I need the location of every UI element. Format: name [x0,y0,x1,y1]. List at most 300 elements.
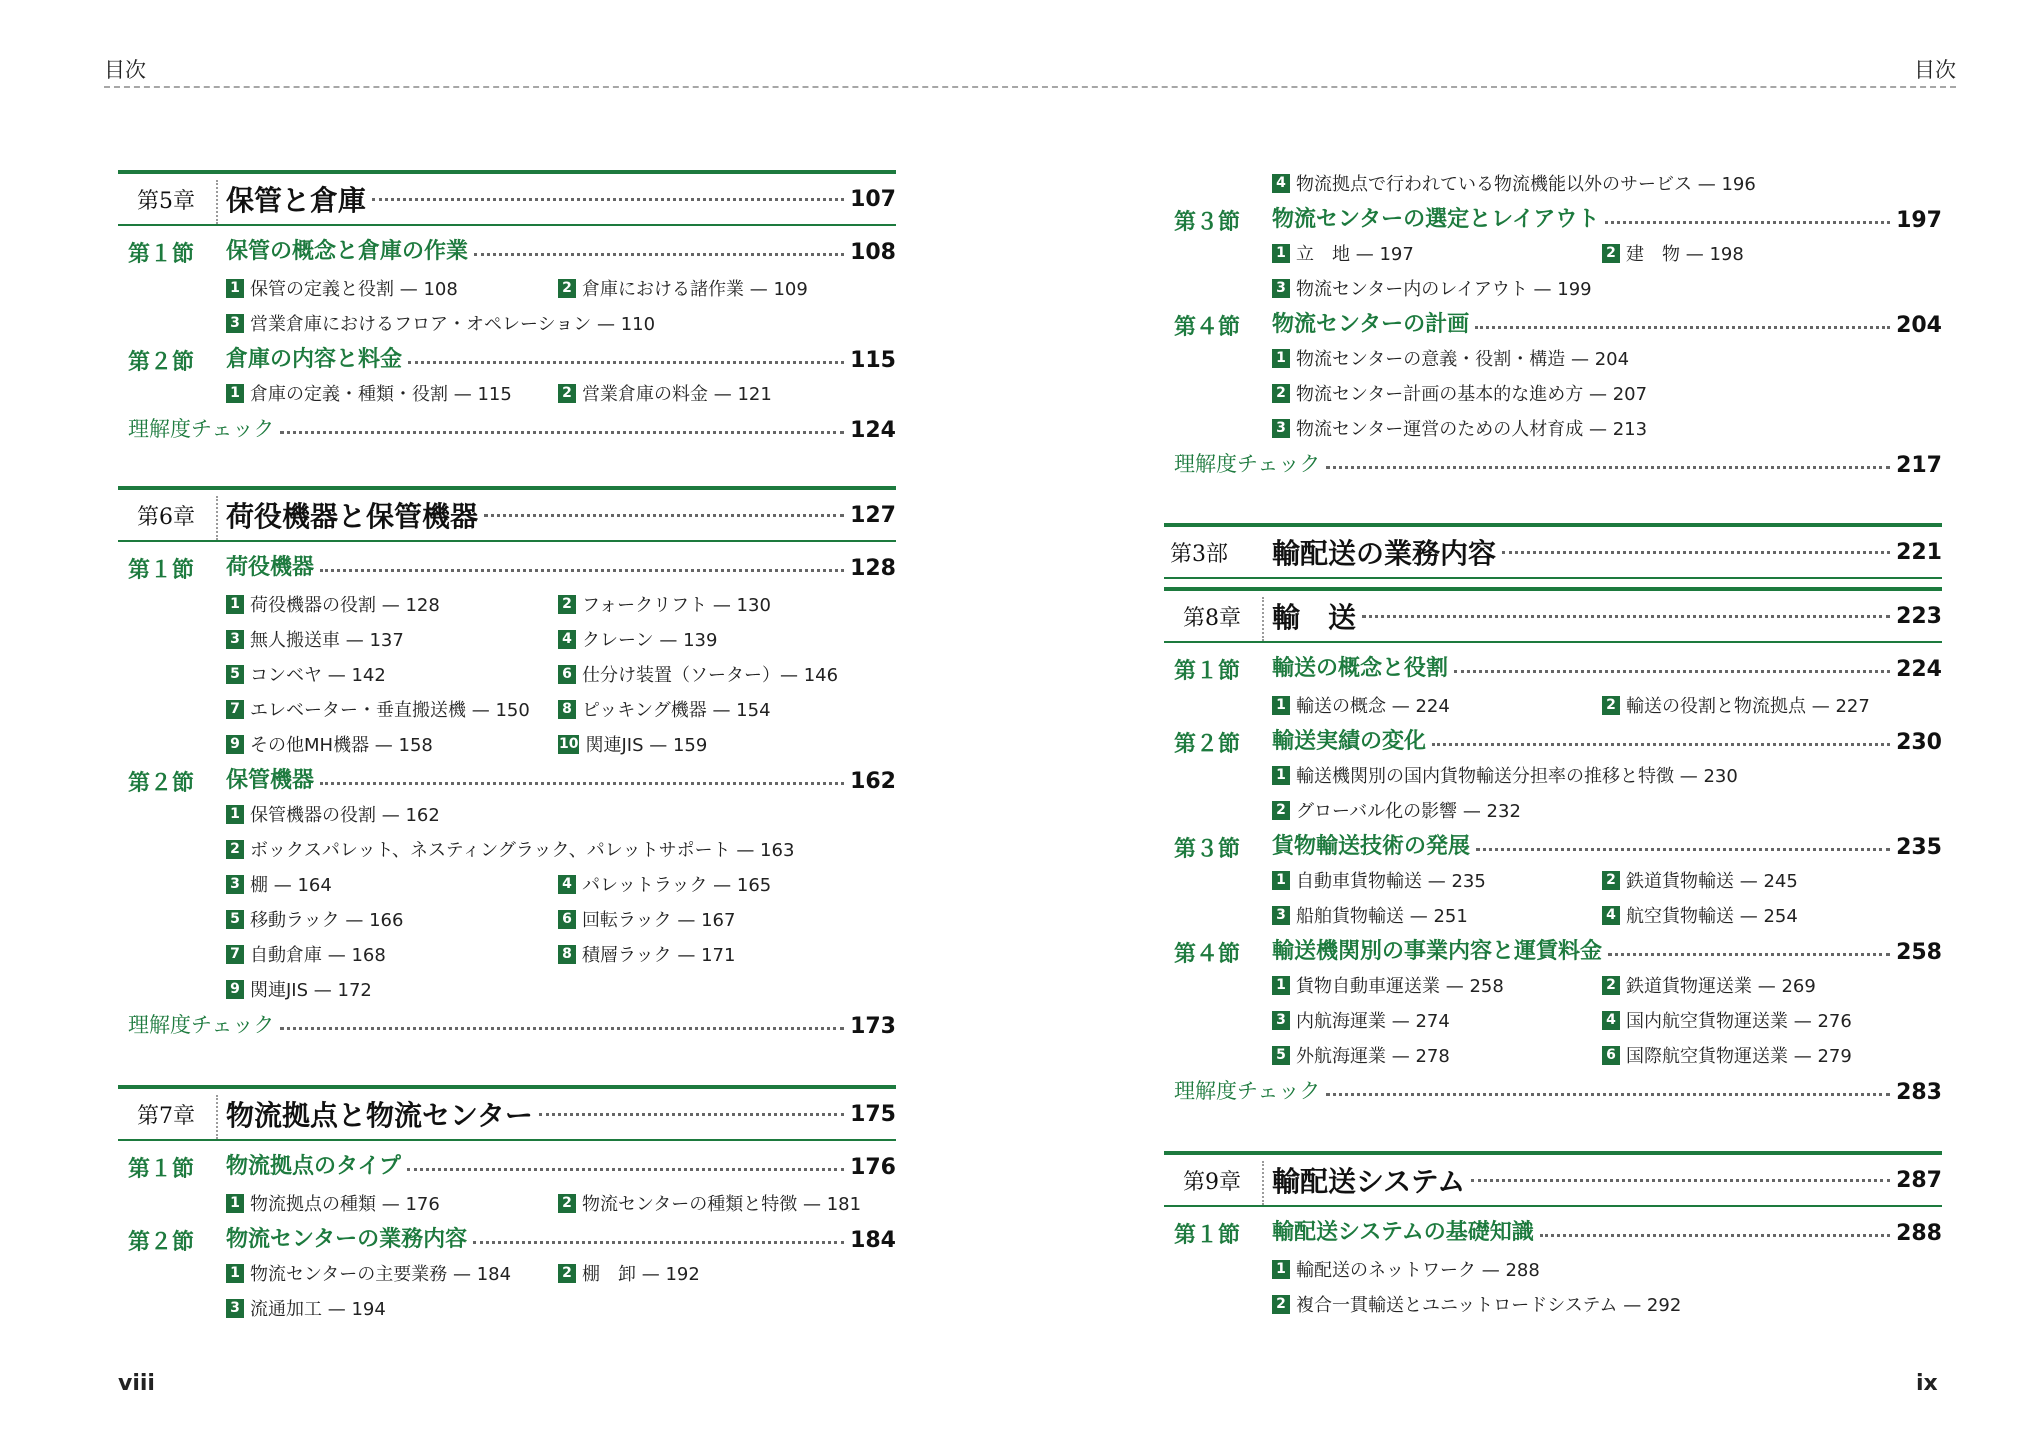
section-title: 荷役機器 [226,555,315,580]
subsection-row [1164,1287,1942,1317]
page-ref: 288 [1896,1221,1942,1246]
subsection-title: 国内航空貨物運送業 — 276 [1626,1011,1852,1032]
subsection-number-badge: 2 [1602,976,1620,995]
toc-leader [226,1225,896,1253]
page-ref: 235 [1896,835,1942,860]
subsection-title: 棚 — 164 [250,875,332,896]
subsection-row [118,376,896,406]
subsection-item[interactable] [226,731,433,757]
subsection-item[interactable] [1272,275,1592,301]
subsection-item[interactable] [1602,240,1744,266]
subsection-row [1164,1252,1942,1282]
subsection-item[interactable] [558,591,771,617]
subsection-title: 物流センター運営のための人材育成 — 213 [1296,419,1648,440]
subsection-item[interactable] [558,626,717,652]
subsection-row [1164,1038,1942,1068]
subsection-row [1164,341,1942,371]
subsection-number-badge: 8 [558,945,576,964]
subsection-number-badge: 4 [1602,1011,1620,1030]
subsection-number-badge: 2 [558,279,576,298]
subsection-row [1164,863,1942,893]
dot-leader [1432,743,1890,746]
subsection-item[interactable] [558,941,735,967]
subsection-number-badge: 2 [1602,696,1620,715]
section-label: 第２節 [128,771,195,796]
subsection-row [118,657,896,687]
chapter-heading[interactable] [118,170,896,226]
subsection-title: 船舶貨物輸送 — 251 [1296,906,1468,927]
subsection-item[interactable] [1272,797,1521,823]
toc-leader [128,415,896,443]
comprehension-check-entry[interactable] [1164,446,1942,480]
running-head-left: 目次 [104,58,146,82]
subsection-item[interactable] [1602,1007,1852,1033]
subsection-row [118,622,896,652]
subsection-row [1164,166,1942,196]
page-ref: 115 [850,348,896,373]
subsection-title: パレットラック — 165 [582,875,772,896]
section-entry[interactable] [118,1221,896,1255]
subsection-number-badge: 7 [226,700,244,719]
subsection-title: 仕分け装置（ソーター）— 146 [582,665,839,686]
subsection-number-badge: 1 [226,595,244,614]
subsection-item[interactable] [226,1260,511,1286]
subsection-number-badge: 6 [558,910,576,929]
comprehension-check-title: 理解度チェック [1174,452,1321,476]
subsection-number-badge: 1 [226,279,244,298]
part-heading[interactable] [1164,523,1942,579]
subsection-item[interactable] [1272,692,1450,718]
subsection-number-badge: 7 [226,945,244,964]
section-title: 倉庫の内容と料金 [226,347,403,372]
subsection-item[interactable] [1272,1256,1540,1282]
section-entry[interactable] [1164,933,1942,967]
dot-leader [1475,326,1890,329]
page-ref: 184 [850,1228,896,1253]
subsection-number-badge: 4 [1602,906,1620,925]
chapter-heading[interactable] [118,1085,896,1141]
subsection-item[interactable] [226,906,403,932]
subsection-title: 建 物 — 198 [1626,244,1744,265]
subsection-number-badge: 9 [226,980,244,999]
subsection-item[interactable] [226,871,332,897]
dot-leader [1608,953,1890,956]
subsection-number-badge: 5 [1272,1046,1290,1065]
subsection-number-badge: 1 [1272,976,1290,995]
page-number-left: viii [118,1371,155,1396]
dot-leader [280,431,844,434]
subsection-row [1164,236,1942,266]
toc-leader [1272,727,1942,755]
section-title: 保管機器 [226,768,315,793]
subsection-item[interactable] [558,696,771,722]
subsection-number-badge: 3 [226,875,244,894]
subsection-title: 自動車貨物輸送 — 235 [1296,871,1486,892]
subsection-number-badge: 10 [559,736,579,752]
section-title: 輸送の概念と役割 [1272,656,1449,681]
subsection-item[interactable] [1272,415,1647,441]
toc-leader [226,1089,896,1139]
dot-leader [1471,1179,1890,1182]
subsection-item[interactable] [226,941,386,967]
subsection-item[interactable] [226,696,530,722]
page-ref: 258 [1896,940,1942,965]
chapter-heading[interactable] [1164,1151,1942,1207]
subsection-title: 移動ラック — 166 [250,910,404,931]
dot-leader [372,198,844,201]
dot-leader [280,1027,844,1030]
subsection-item[interactable] [1272,380,1647,406]
section-entry[interactable] [118,341,896,375]
subsection-number-badge: 2 [1272,1295,1290,1314]
comprehension-check-title: 理解度チェック [1174,1079,1321,1103]
page-ref: 108 [850,240,896,265]
subsection-item[interactable] [1272,170,1756,196]
dot-leader [1502,551,1890,554]
page-ref: 197 [1896,208,1942,233]
subsection-row [118,306,896,336]
subsection-title: 営業倉庫におけるフロア・オペレーション — 110 [250,314,656,335]
section-label: 第３節 [1174,210,1241,235]
subsection-item[interactable] [1272,240,1414,266]
chapter-separator [216,1095,218,1139]
subsection-number-badge: 3 [226,630,244,649]
dot-leader [484,514,844,517]
section-label: 第１節 [1174,659,1241,684]
page-ref: 107 [850,186,896,212]
page-ref: 127 [850,502,896,528]
subsection-item[interactable] [558,1260,700,1286]
chapter-label: 第9章 [1183,1169,1241,1195]
subsection-item[interactable] [1272,762,1738,788]
dot-leader [539,1113,844,1116]
subsection-item[interactable] [1272,1042,1450,1068]
chapter-label: 第8章 [1183,605,1241,631]
subsection-row [118,832,896,862]
page-ref: 175 [850,1101,896,1127]
subsection-number-badge: 4 [558,630,576,649]
subsection-row [1164,898,1942,928]
page-ref: 128 [850,556,896,581]
page-number-right: ix [1916,1371,1938,1396]
toc-leader [1272,1218,1942,1246]
comprehension-check-entry[interactable] [118,411,896,445]
chapter-separator [1262,597,1264,641]
subsection-item[interactable] [1272,1291,1681,1317]
subsection-title: 自動倉庫 — 168 [250,945,386,966]
section-title: 輸送機関別の事業内容と運賃料金 [1272,939,1603,964]
toc-leader [1272,527,1942,577]
subsection-item[interactable] [226,1295,386,1321]
subsection-number-badge: 3 [1272,906,1290,925]
chapter-separator [216,496,218,540]
subsection-number-badge: 1 [1272,349,1290,368]
subsection-title: ボックスパレット、ネスティングラック、パレットサポート — 163 [250,840,795,861]
section-label: 第３節 [1174,837,1241,862]
subsection-item[interactable] [558,275,808,301]
dot-leader [474,253,844,256]
subsection-number-badge: 1 [226,384,244,403]
subsection-title: 外航海運業 — 278 [1296,1046,1450,1067]
section-title: 輸配送システムの基礎知識 [1272,1220,1534,1245]
subsection-title: 物流センターの主要業務 — 184 [250,1264,512,1285]
subsection-row [1164,968,1942,998]
running-head-right: 目次 [1914,58,1956,82]
subsection-title: エレベーター・垂直搬送機 — 150 [250,700,530,721]
subsection-item[interactable] [1602,692,1870,718]
section-title: 輸送実績の変化 [1272,729,1427,754]
subsection-item[interactable] [558,906,735,932]
subsection-title: 立 地 — 197 [1296,244,1414,265]
subsection-number-badge: 1 [226,805,244,824]
toc-leader [226,1152,896,1180]
comprehension-check-title: 理解度チェック [128,1013,275,1037]
subsection-item[interactable] [1602,867,1798,893]
section-entry[interactable] [1164,828,1942,862]
section-label: 第１節 [128,558,195,583]
section-entry[interactable] [1164,650,1942,684]
section-title: 貨物輸送技術の発展 [1272,834,1471,859]
subsection-item[interactable] [558,380,772,406]
dot-leader [407,1168,844,1171]
subsection-title: 物流拠点の種類 — 176 [250,1194,440,1215]
subsection-number-badge: 1 [226,1264,244,1283]
page-ref: 223 [1896,603,1942,629]
part-label: 第3部 [1170,541,1228,567]
subsection-title: 物流センター内のレイアウト — 199 [1296,279,1592,300]
subsection-row [118,1291,896,1321]
subsection-title: 貨物自動車運送業 — 258 [1296,976,1504,997]
subsection-title: 輸送の役割と物流拠点 — 227 [1626,696,1870,717]
subsection-item[interactable] [558,871,771,897]
dot-leader [320,782,844,785]
subsection-number-badge: 2 [1272,384,1290,403]
page-ref: 173 [850,1014,896,1039]
subsection-number-badge: 1 [1272,871,1290,890]
section-entry[interactable] [118,233,896,267]
subsection-item[interactable] [1272,902,1468,928]
subsection-title: 倉庫の定義・種類・役割 — 115 [250,384,512,405]
section-entry[interactable] [1164,201,1942,235]
subsection-number-badge: 6 [558,665,576,684]
subsection-number-badge: 1 [1272,1260,1290,1279]
chapter-title: 保管と倉庫 [226,184,367,217]
section-title: 物流センターの計画 [1272,312,1470,337]
subsection-item[interactable] [226,275,458,301]
page-ref: 287 [1896,1167,1942,1193]
subsection-title: フォークリフト — 130 [582,595,771,616]
toc-leader [1174,450,1942,478]
subsection-row [118,587,896,617]
subsection-item[interactable] [1272,1007,1450,1033]
subsection-row [1164,1003,1942,1033]
subsection-title: 積層ラック — 171 [582,945,736,966]
subsection-number-badge: 2 [226,840,244,859]
toc-leader [128,1011,896,1039]
dot-leader [1605,221,1890,224]
subsection-item[interactable] [226,380,512,406]
toc-leader [1272,832,1942,860]
toc-leader [1272,654,1942,682]
subsection-number-badge: 3 [1272,279,1290,298]
subsection-number-badge: 5 [226,665,244,684]
toc-leader [226,345,896,373]
subsection-title: 物流センターの意義・役割・構造 — 204 [1296,349,1630,370]
subsection-row [1164,411,1942,441]
chapter-separator [216,180,218,224]
section-label: 第１節 [1174,1223,1241,1248]
section-entry[interactable] [118,1148,896,1182]
subsection-number-badge: 3 [1272,419,1290,438]
toc-leader [1272,1155,1942,1205]
subsection-item[interactable] [558,1190,861,1216]
dot-leader [473,1241,844,1244]
dot-leader [1476,848,1890,851]
page-ref: 204 [1896,313,1942,338]
subsection-number-badge: 2 [558,1264,576,1283]
subsection-item[interactable] [226,801,440,827]
subsection-number-badge: 9 [226,735,244,754]
subsection-number-badge: 1 [226,1194,244,1213]
section-entry[interactable] [1164,1214,1942,1248]
page-ref: 124 [850,418,896,443]
section-label: 第２節 [1174,732,1241,757]
subsection-number-badge: 6 [1602,1046,1620,1065]
subsection-item[interactable] [1272,345,1629,371]
subsection-number-badge: 3 [226,314,244,333]
section-entry[interactable] [1164,306,1942,340]
subsection-number-badge: 2 [558,384,576,403]
subsection-row [118,692,896,722]
section-label: 第４節 [1174,942,1241,967]
page-ref: 162 [850,769,896,794]
subsection-item[interactable] [1602,1042,1852,1068]
subsection-title: 鉄道貨物運送業 — 269 [1626,976,1816,997]
subsection-title: その他MH機器 — 158 [250,735,433,756]
subsection-item[interactable] [1272,972,1504,998]
subsection-title: 輸送の概念 — 224 [1296,696,1450,717]
subsection-title: 国際航空貨物運送業 — 279 [1626,1046,1852,1067]
section-label: 第２節 [128,1230,195,1255]
subsection-row [1164,793,1942,823]
toc-leader [1174,1077,1942,1105]
subsection-item[interactable] [558,731,707,757]
subsection-item[interactable] [226,310,655,336]
subsection-row [118,937,896,967]
subsection-number-badge: 5 [226,910,244,929]
subsection-number-badge: 4 [558,875,576,894]
toc-leader [226,766,896,794]
subsection-item[interactable] [558,661,838,687]
subsection-item[interactable] [1272,867,1486,893]
subsection-row [118,1256,896,1286]
subsection-row [118,797,896,827]
subsection-title: 保管機器の役割 — 162 [250,805,440,826]
page-ref: 221 [1896,539,1942,565]
section-entry[interactable] [118,762,896,796]
page-ref: 224 [1896,657,1942,682]
toc-leader [226,237,896,265]
subsection-title: 物流拠点で行われている物流機能以外のサービス — 196 [1296,174,1756,195]
page-ref: 283 [1896,1080,1942,1105]
dot-leader [1540,1234,1890,1237]
section-label: 第１節 [128,242,195,267]
chapter-heading[interactable] [118,486,896,542]
chapter-title: 輸配送システム [1272,1165,1466,1198]
comprehension-check-entry[interactable] [118,1007,896,1041]
dot-leader [408,361,844,364]
subsection-item[interactable] [226,591,440,617]
subsection-title: 輸送機関別の国内貨物輸送分担率の推移と特徴 — 230 [1296,766,1738,787]
section-entry[interactable] [118,549,896,583]
subsection-row [1164,758,1942,788]
page-ref: 176 [850,1155,896,1180]
subsection-title: 無人搬送車 — 137 [250,630,404,651]
chapter-title: 輸 送 [1272,601,1357,634]
toc-leader [1272,591,1942,641]
section-label: 第４節 [1174,315,1241,340]
subsection-item[interactable] [226,626,404,652]
subsection-title: グローバル化の影響 — 232 [1296,801,1521,822]
dot-leader [1326,466,1890,469]
toc-leader [1272,205,1942,233]
subsection-number-badge: 3 [226,1299,244,1318]
subsection-title: 内航海運業 — 274 [1296,1011,1450,1032]
subsection-number-badge: 2 [558,1194,576,1213]
chapter-label: 第5章 [137,188,195,214]
subsection-item[interactable] [226,976,372,1002]
subsection-item[interactable] [1602,902,1798,928]
subsection-item[interactable] [226,1190,440,1216]
subsection-title: 物流センターの種類と特徴 — 181 [582,1194,862,1215]
subsection-title: 関連JIS — 159 [585,735,708,756]
chapter-title: 物流拠点と物流センター [226,1099,533,1132]
subsection-number-badge: 2 [1272,801,1290,820]
chapter-title: 荷役機器と保管機器 [226,500,479,533]
subsection-title: 輸配送のネットワーク — 288 [1296,1260,1540,1281]
subsection-number-badge: 3 [1272,1011,1290,1030]
subsection-title: 営業倉庫の料金 — 121 [582,384,772,405]
section-label: 第１節 [128,1157,195,1182]
subsection-item[interactable] [226,661,386,687]
subsection-row [118,271,896,301]
subsection-title: 保管の定義と役割 — 108 [250,279,458,300]
chapter-heading[interactable] [1164,587,1942,643]
header-dashed-rule [104,86,1956,88]
subsection-row [118,1186,896,1216]
section-title: 物流拠点のタイプ [226,1154,401,1179]
page-ref: 217 [1896,453,1942,478]
subsection-row [1164,376,1942,406]
subsection-number-badge: 1 [1272,766,1290,785]
part-title: 輸配送の業務内容 [1272,537,1497,570]
section-entry[interactable] [1164,723,1942,757]
subsection-number-badge: 2 [1602,871,1620,890]
dot-leader [1326,1093,1890,1096]
subsection-item[interactable] [1602,972,1816,998]
section-title: 物流センターの選定とレイアウト [1272,207,1600,232]
subsection-number-badge: 1 [1272,696,1290,715]
subsection-title: 流通加工 — 194 [250,1299,386,1320]
toc-leader [226,490,896,540]
subsection-title: コンベヤ — 142 [250,665,386,686]
section-title: 物流センターの業務内容 [226,1227,468,1252]
subsection-row [118,972,896,1002]
subsection-row [1164,688,1942,718]
subsection-title: 関連JIS — 172 [250,980,372,1001]
subsection-item[interactable] [226,836,794,862]
comprehension-check-entry[interactable] [1164,1073,1942,1107]
